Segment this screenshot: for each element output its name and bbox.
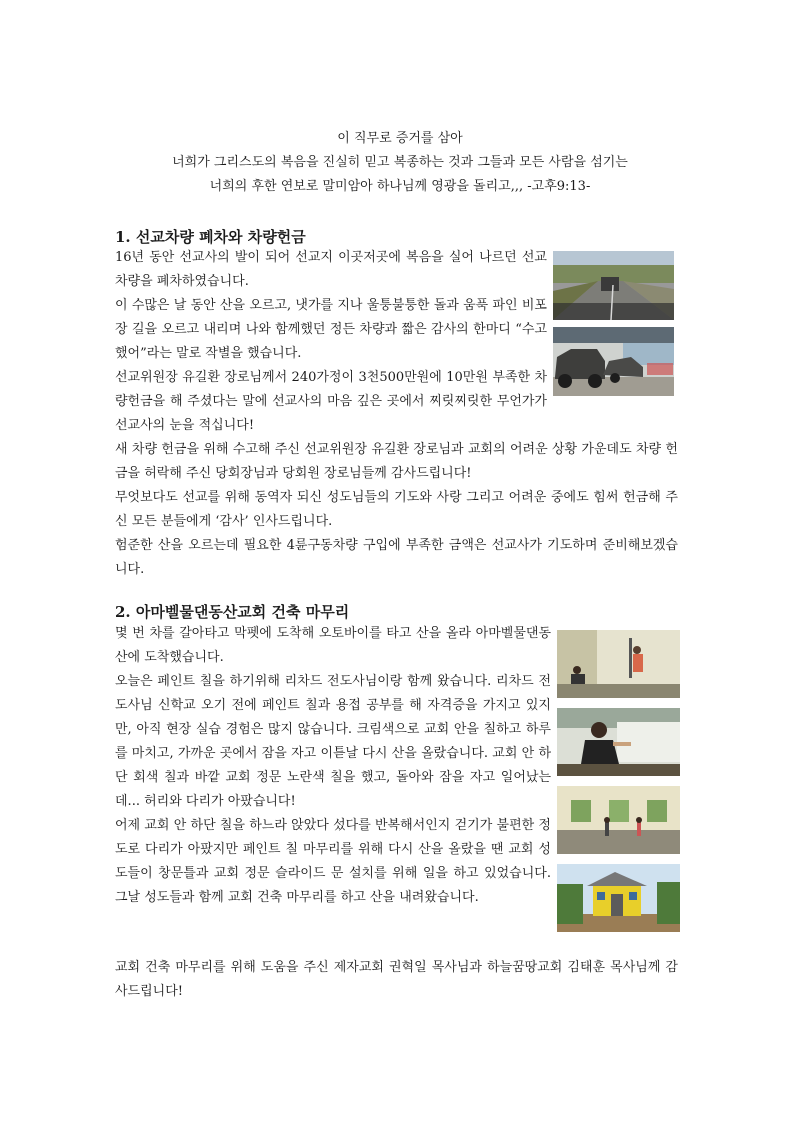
verse-line-1: 이 직무로 증거를 삼아 xyxy=(337,131,463,146)
section-1-body-wrapped xyxy=(115,246,547,438)
road-driving-photo xyxy=(553,251,674,320)
section-2-title: 2. 아마벨물댄동산교회 건축 마무리 xyxy=(115,603,350,621)
section-1-paragraph-5: 무엇보다도 선교를 위해 동역자 되신 성도님들의 기도와 사랑 그리고 어려운 중에도 힘써 헌금해 주신 모든 분들에게 ‘감사’ 인사드립니다. xyxy=(115,490,678,529)
section-2-paragraph-2: 오늘은 페인트 칠을 하기위해 리차드 전도사님이랑 함께 왔습니다. 리차드 전도사님 신학교 오기 전에 페인트 칠과 용접 공부를 해 자격증을 가지고 있지만, 아직 현장 실습 경험은 많지 않습니다. 크림색으로 교회 안을 칠하고 하루를 마치고, 가까운 곳에서 잠을 자고 이튿날 다시 산을 올랐습니다. 교회 안 하단 회색 칠과 바깥 교회 정문 노란색 칠을 했고, 돌아와 잠을 자고 일어났는데... 허리와 다리가 아팠습니다! xyxy=(115,674,551,809)
section-1-paragraph-3: 선교위원장 유길환 장로님께서 240가정이 3천500만원에 10만원 부족한 차량헌금을 해 주셨다는 말에 선교사의 마음 깊은 곳에서 찌릿찌릿한 무언가가 선교사의 눈을 적십니다! xyxy=(115,370,547,433)
verse-line-3: 너희의 후한 연보로 말미암아 하나님께 영광을 돌리고,,, -고후9:13- xyxy=(209,179,591,194)
section-1-paragraph-2: 이 수많은 날 동안 산을 오르고, 냇가를 지나 울퉁불퉁한 돌과 움푹 파인 비포장 길을 오르고 내리며 나와 함께했던 정든 차량과 짧은 감사의 한마디 “수고 했어”라는 말로 작별을 했습니다. xyxy=(115,298,547,361)
section-2-paragraph-3: 어제 교회 안 하단 칠을 하느라 앉았다 섰다를 반복해서인지 걷기가 불편한 정도로 다리가 아팠지만 페인트 칠 마무리를 위해 다시 산을 올랐을 땐 교회 성도들이 창문틀과 교회 정문 슬라이드 문 설치를 위해 일을 하고 있었습니다. 그날 성도들과 함께 교회 건축 마무리를 하고 산을 내려왔습니다. xyxy=(115,818,551,905)
section-1-paragraph-6: 험준한 산을 오르는데 필요한 4륜구동차량 구입에 부족한 금액은 선교사가 기도하며 준비해보겠습니다. xyxy=(115,538,678,577)
section-2-paragraph-1: 몇 번 차를 갈아타고 막펫에 도착해 오토바이를 타고 산을 올라 아마벨물댄동산에 도착했습니다. xyxy=(115,626,551,665)
painting-interior-photo xyxy=(557,630,680,698)
section-1-title: 1. 선교차량 폐차와 차량헌금 xyxy=(115,228,306,246)
section-2-paragraph-4: 교회 건축 마무리를 위해 도움을 주신 제자교회 권혁일 목사님과 하늘꿈땅교회 김태훈 목사님께 감사드립니다! xyxy=(115,960,678,999)
yellow-church-exterior-photo xyxy=(557,864,680,932)
church-interior-windows-photo xyxy=(557,786,680,854)
old-mission-vehicle-photo xyxy=(553,327,674,396)
section-1-body-full xyxy=(115,438,678,582)
scripture-verse xyxy=(100,127,700,199)
section-1-paragraph-4: 새 차량 헌금을 위해 수고해 주신 선교위원장 유길환 장로님과 교회의 어려운 상황 가운데도 차량 헌금을 허락해 주신 당회장님과 당회원 장로님들께 감사드립니다! xyxy=(115,442,678,481)
section-1-paragraph-1: 16년 동안 선교사의 발이 되어 선교지 이곳저곳에 복음을 실어 나르던 선교차량을 폐차하였습니다. xyxy=(115,250,547,289)
painter-wall-photo xyxy=(557,708,680,776)
section-2-body-full xyxy=(115,956,678,1004)
section-2-body-wrapped xyxy=(115,622,551,910)
verse-line-2: 너희가 그리스도의 복음을 진실히 믿고 복종하는 것과 그들과 모든 사람을 섬기는 xyxy=(172,155,628,170)
